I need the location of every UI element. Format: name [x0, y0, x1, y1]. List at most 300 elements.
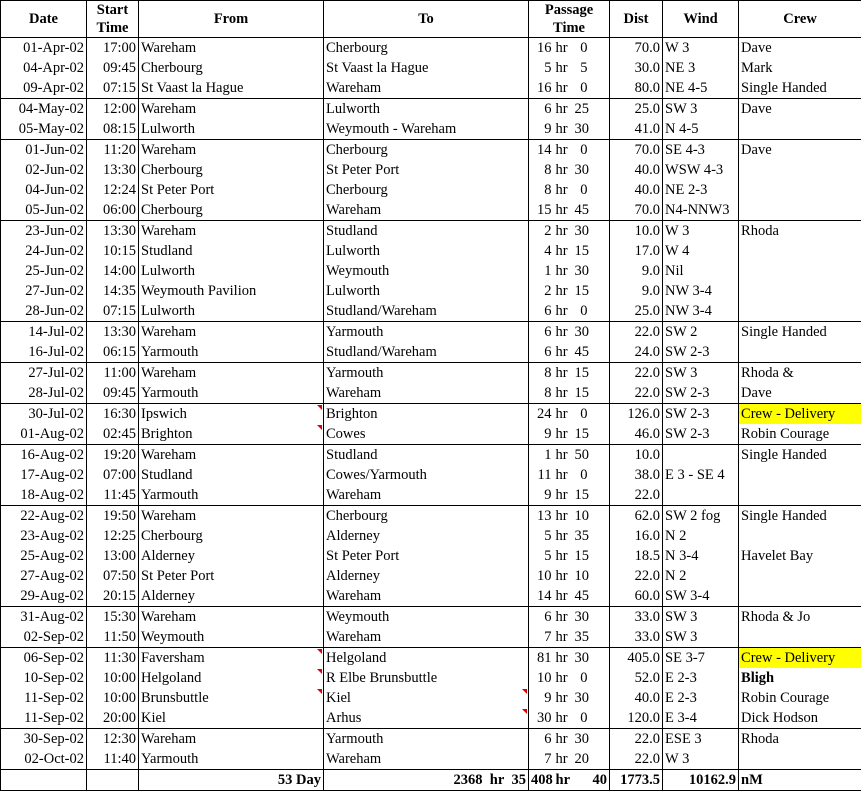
crew-cell[interactable]: Crew - Delivery — [739, 404, 861, 425]
passage-minutes-cell[interactable]: 30 — [574, 121, 589, 137]
wind-cell[interactable]: N 2 — [663, 566, 739, 586]
passage-hours-cell[interactable]: 8 — [529, 363, 555, 384]
date-cell[interactable]: 30-Sep-02 — [1, 729, 87, 750]
passage-minutes-cell[interactable]: 25 — [573, 99, 590, 120]
wind-cell[interactable]: E 2-3 — [663, 668, 739, 688]
passage-minutes-cell[interactable]: 15 — [574, 426, 589, 442]
wind-cell[interactable]: SW 3 — [663, 607, 739, 628]
start-time-cell[interactable]: 14:00 — [87, 261, 139, 281]
wind-cell[interactable]: SW 2-3 — [663, 383, 739, 404]
start-time-cell[interactable]: 13:30 — [87, 160, 139, 180]
header-wind[interactable]: Wind — [663, 1, 739, 38]
distance-cell[interactable]: 17.0 — [610, 241, 663, 261]
passage-hours-cell[interactable]: 8 — [529, 383, 555, 404]
crew-cell[interactable] — [739, 465, 861, 485]
from-cell[interactable]: Wareham — [139, 363, 324, 384]
distance-cell[interactable]: 70.0 — [610, 38, 663, 59]
start-time-cell[interactable]: 08:15 — [87, 119, 139, 140]
start-time-cell[interactable]: 20:00 — [87, 708, 139, 729]
start-time-cell[interactable]: 20:15 — [87, 586, 139, 607]
crew-cell[interactable]: Dick Hodson — [739, 708, 861, 729]
passage-hours-cell[interactable]: 24 — [529, 404, 555, 425]
distance-cell[interactable]: 126.0 — [610, 404, 663, 425]
header-dist[interactable]: Dist — [610, 1, 663, 38]
crew-cell[interactable] — [739, 301, 861, 322]
from-cell[interactable]: Faversham — [139, 648, 324, 669]
distance-cell[interactable]: 62.0 — [610, 506, 663, 527]
header-date[interactable]: Date — [1, 1, 87, 38]
passage-minutes-cell[interactable]: 0 — [580, 710, 588, 726]
wind-cell[interactable] — [663, 445, 739, 466]
from-cell[interactable]: Cherbourg — [139, 526, 324, 546]
to-cell[interactable]: Yarmouth — [324, 729, 529, 750]
wind-cell[interactable]: SE 3-7 — [663, 648, 739, 669]
from-cell[interactable]: Wareham — [139, 729, 324, 750]
distance-cell[interactable]: 10.0 — [610, 445, 663, 466]
to-cell[interactable]: Wareham — [324, 200, 529, 221]
start-time-cell[interactable]: 14:35 — [87, 281, 139, 301]
crew-cell[interactable]: Rhoda & — [739, 363, 861, 384]
passage-hours-cell[interactable]: 16 — [529, 38, 555, 59]
wind-cell[interactable]: SW 2-3 — [663, 404, 739, 425]
passage-minutes-cell[interactable]: 30 — [574, 263, 589, 279]
wind-cell[interactable]: NE 3 — [663, 58, 739, 78]
to-cell[interactable]: Lulworth — [324, 99, 529, 120]
crew-cell[interactable] — [739, 749, 861, 770]
distance-cell[interactable]: 60.0 — [610, 586, 663, 607]
to-cell[interactable]: Wareham — [324, 627, 529, 648]
wind-cell[interactable]: N 4-5 — [663, 119, 739, 140]
from-cell[interactable]: Wareham — [139, 506, 324, 527]
crew-cell[interactable]: Single Handed — [739, 506, 861, 527]
date-cell[interactable]: 31-Aug-02 — [1, 607, 87, 628]
to-cell[interactable]: Weymouth — [324, 261, 529, 281]
passage-hours-cell[interactable]: 5 — [529, 58, 555, 78]
to-cell[interactable]: St Peter Port — [324, 160, 529, 180]
crew-cell[interactable] — [739, 586, 861, 607]
passage-minutes-cell[interactable]: 30 — [573, 221, 590, 242]
to-cell[interactable]: Cherbourg — [324, 180, 529, 200]
to-cell[interactable]: Lulworth — [324, 281, 529, 301]
date-cell[interactable]: 25-Aug-02 — [1, 546, 87, 566]
crew-cell[interactable]: Rhoda — [739, 729, 861, 750]
passage-minutes-cell[interactable]: 0 — [580, 182, 588, 198]
passage-minutes-cell[interactable]: 30 — [573, 322, 590, 343]
wind-cell[interactable]: E 2-3 — [663, 688, 739, 708]
distance-cell[interactable]: 70.0 — [610, 140, 663, 161]
start-time-cell[interactable]: 11:20 — [87, 140, 139, 161]
distance-cell[interactable]: 22.0 — [610, 383, 663, 404]
to-cell[interactable]: Studland/Wareham — [324, 301, 529, 322]
passage-hours-cell[interactable]: 6 — [529, 322, 555, 343]
wind-cell[interactable] — [663, 485, 739, 506]
from-cell[interactable]: Lulworth — [139, 119, 324, 140]
from-cell[interactable]: Wareham — [139, 38, 324, 59]
from-cell[interactable]: Cherbourg — [139, 160, 324, 180]
header-start-time[interactable] — [87, 1, 139, 38]
date-cell[interactable]: 02-Oct-02 — [1, 749, 87, 770]
crew-cell[interactable] — [739, 526, 861, 546]
start-time-cell[interactable]: 12:00 — [87, 99, 139, 120]
passage-hours-cell[interactable]: 14 — [529, 140, 555, 161]
to-cell[interactable]: St Vaast la Hague — [324, 58, 529, 78]
from-cell[interactable]: Helgoland — [139, 668, 324, 688]
to-cell[interactable]: Cherbourg — [324, 140, 529, 161]
wind-cell[interactable]: W 3 — [663, 749, 739, 770]
passage-hours-cell[interactable]: 6 — [529, 301, 555, 322]
to-cell[interactable]: Studland/Wareham — [324, 342, 529, 363]
from-cell[interactable]: Alderney — [139, 586, 324, 607]
start-time-cell[interactable]: 12:30 — [87, 729, 139, 750]
totals-days[interactable] — [139, 770, 324, 791]
passage-minutes-cell[interactable]: 0 — [573, 404, 590, 425]
crew-cell[interactable]: Robin Courage — [739, 688, 861, 708]
to-cell[interactable]: Alderney — [324, 566, 529, 586]
wind-cell[interactable]: NW 3-4 — [663, 281, 739, 301]
distance-cell[interactable]: 405.0 — [610, 648, 663, 669]
to-cell[interactable]: Helgoland — [324, 648, 529, 669]
start-time-cell[interactable]: 09:45 — [87, 383, 139, 404]
passage-minutes-cell[interactable]: 5 — [580, 60, 588, 76]
distance-cell[interactable]: 18.5 — [610, 546, 663, 566]
crew-cell[interactable]: Dave — [739, 140, 861, 161]
wind-cell[interactable]: SE 4-3 — [663, 140, 739, 161]
distance-cell[interactable]: 22.0 — [610, 729, 663, 750]
date-cell[interactable]: 04-Jun-02 — [1, 180, 87, 200]
to-cell[interactable]: Wareham — [324, 586, 529, 607]
from-cell[interactable]: Wareham — [139, 607, 324, 628]
wind-cell[interactable]: SW 3 — [663, 363, 739, 384]
passage-hours-cell[interactable]: 4 — [529, 241, 555, 261]
distance-cell[interactable]: 9.0 — [610, 261, 663, 281]
header-passage-time[interactable] — [529, 1, 610, 38]
passage-minutes-cell[interactable]: 0 — [580, 80, 588, 96]
distance-cell[interactable]: 22.0 — [610, 322, 663, 343]
start-time-cell[interactable]: 09:45 — [87, 58, 139, 78]
header-crew[interactable]: Crew — [739, 1, 861, 38]
crew-cell[interactable]: Bligh — [739, 668, 861, 688]
passage-minutes-cell[interactable]: 35 — [574, 528, 589, 544]
distance-cell[interactable]: 9.0 — [610, 281, 663, 301]
distance-cell[interactable]: 80.0 — [610, 78, 663, 99]
wind-cell[interactable]: NE 2-3 — [663, 180, 739, 200]
passage-hours-cell[interactable]: 6 — [529, 99, 555, 120]
passage-hours-cell[interactable]: 15 — [529, 200, 555, 221]
passage-minutes-cell[interactable]: 15 — [574, 243, 589, 259]
start-time-cell[interactable]: 17:00 — [87, 38, 139, 59]
wind-cell[interactable]: SW 2-3 — [663, 342, 739, 363]
start-time-cell[interactable]: 06:00 — [87, 200, 139, 221]
from-cell[interactable]: Lulworth — [139, 301, 324, 322]
start-time-cell[interactable]: 07:00 — [87, 465, 139, 485]
passage-minutes-cell[interactable]: 15 — [574, 283, 589, 299]
date-cell[interactable]: 23-Aug-02 — [1, 526, 87, 546]
start-time-cell[interactable]: 13:30 — [87, 322, 139, 343]
from-cell[interactable]: Brighton — [139, 424, 324, 445]
totals-passage-minutes[interactable]: 40 — [573, 770, 610, 791]
passage-minutes-cell[interactable]: 35 — [574, 629, 589, 645]
distance-cell[interactable]: 24.0 — [610, 342, 663, 363]
passage-hours-cell[interactable]: 13 — [529, 506, 555, 527]
from-cell[interactable]: Wareham — [139, 445, 324, 466]
to-cell[interactable]: Cowes — [324, 424, 529, 445]
wind-cell[interactable]: E 3 - SE 4 — [663, 465, 739, 485]
start-time-cell[interactable]: 13:00 — [87, 546, 139, 566]
wind-cell[interactable]: E 3-4 — [663, 708, 739, 729]
passage-hours-cell[interactable]: 6 — [529, 607, 555, 628]
distance-cell[interactable]: 22.0 — [610, 363, 663, 384]
totals-distance[interactable]: 1773.5 — [610, 770, 663, 791]
to-cell[interactable]: Wareham — [324, 383, 529, 404]
crew-cell[interactable]: Single Handed — [739, 78, 861, 99]
from-cell[interactable]: Weymouth Pavilion — [139, 281, 324, 301]
crew-cell[interactable] — [739, 200, 861, 221]
distance-cell[interactable]: 120.0 — [610, 708, 663, 729]
crew-cell[interactable] — [739, 342, 861, 363]
crew-cell[interactable]: Mark — [739, 58, 861, 78]
crew-cell[interactable]: Rhoda & Jo — [739, 607, 861, 628]
wind-cell[interactable]: N4-NNW3 — [663, 200, 739, 221]
start-time-cell[interactable]: 16:30 — [87, 404, 139, 425]
wind-cell[interactable]: SW 3 — [663, 627, 739, 648]
passage-minutes-cell[interactable]: 0 — [580, 670, 588, 686]
distance-cell[interactable]: 40.0 — [610, 160, 663, 180]
passage-minutes-cell[interactable]: 10 — [574, 568, 589, 584]
passage-hours-cell[interactable]: 11 — [529, 465, 555, 485]
to-cell[interactable]: Brighton — [324, 404, 529, 425]
wind-cell[interactable]: SW 3 — [663, 99, 739, 120]
distance-cell[interactable]: 38.0 — [610, 465, 663, 485]
to-cell[interactable]: Wareham — [324, 78, 529, 99]
distance-cell[interactable]: 41.0 — [610, 119, 663, 140]
totals-hours[interactable] — [324, 770, 529, 791]
passage-hours-cell[interactable]: 9 — [529, 485, 555, 506]
crew-cell[interactable]: Dave — [739, 383, 861, 404]
start-time-cell[interactable]: 11:30 — [87, 648, 139, 669]
crew-cell[interactable]: Robin Courage — [739, 424, 861, 445]
passage-hours-cell[interactable]: 10 — [529, 668, 555, 688]
to-cell[interactable]: Lulworth — [324, 241, 529, 261]
passage-hours-cell[interactable]: 2 — [529, 281, 555, 301]
start-time-cell[interactable]: 11:50 — [87, 627, 139, 648]
to-cell[interactable]: Wareham — [324, 485, 529, 506]
passage-minutes-cell[interactable]: 0 — [580, 40, 588, 56]
wind-cell[interactable]: ESE 3 — [663, 729, 739, 750]
date-cell[interactable]: 27-Aug-02 — [1, 566, 87, 586]
start-time-cell[interactable]: 07:15 — [87, 78, 139, 99]
to-cell[interactable]: R Elbe Brunsbuttle — [324, 668, 529, 688]
start-time-cell[interactable]: 19:50 — [87, 506, 139, 527]
passage-hours-cell[interactable]: 7 — [529, 749, 555, 770]
passage-minutes-cell[interactable]: 10 — [573, 506, 590, 527]
to-cell[interactable]: Kiel — [324, 688, 529, 708]
to-cell[interactable]: Studland — [324, 445, 529, 466]
distance-cell[interactable]: 22.0 — [610, 485, 663, 506]
crew-cell[interactable]: Single Handed — [739, 322, 861, 343]
passage-hours-cell[interactable]: 16 — [529, 78, 555, 99]
to-cell[interactable]: Wareham — [324, 749, 529, 770]
start-time-cell[interactable]: 13:30 — [87, 221, 139, 242]
crew-cell[interactable] — [739, 119, 861, 140]
from-cell[interactable]: Lulworth — [139, 261, 324, 281]
crew-cell[interactable] — [739, 485, 861, 506]
passage-minutes-cell[interactable]: 15 — [574, 548, 589, 564]
to-cell[interactable]: Cherbourg — [324, 506, 529, 527]
from-cell[interactable]: Yarmouth — [139, 383, 324, 404]
start-time-cell[interactable]: 11:40 — [87, 749, 139, 770]
crew-cell[interactable]: Havelet Bay — [739, 546, 861, 566]
crew-cell[interactable]: Dave — [739, 38, 861, 59]
to-cell[interactable]: Yarmouth — [324, 363, 529, 384]
passage-hours-cell[interactable]: 5 — [529, 526, 555, 546]
passage-hours-cell[interactable]: 7 — [529, 627, 555, 648]
date-cell[interactable]: 16-Jul-02 — [1, 342, 87, 363]
distance-cell[interactable]: 40.0 — [610, 688, 663, 708]
from-cell[interactable]: St Vaast la Hague — [139, 78, 324, 99]
passage-minutes-cell[interactable]: 30 — [573, 648, 590, 669]
date-cell[interactable]: 14-Jul-02 — [1, 322, 87, 343]
date-cell[interactable]: 05-May-02 — [1, 119, 87, 140]
date-cell[interactable]: 05-Jun-02 — [1, 200, 87, 221]
from-cell[interactable]: Cherbourg — [139, 200, 324, 221]
date-cell[interactable]: 11-Sep-02 — [1, 708, 87, 729]
start-time-cell[interactable]: 11:45 — [87, 485, 139, 506]
totals-grand-distance[interactable]: 10162.9 — [663, 770, 739, 791]
date-cell[interactable]: 01-Jun-02 — [1, 140, 87, 161]
date-cell[interactable]: 30-Jul-02 — [1, 404, 87, 425]
from-cell[interactable]: Studland — [139, 241, 324, 261]
start-time-cell[interactable]: 10:00 — [87, 668, 139, 688]
passage-minutes-cell[interactable]: 50 — [573, 445, 590, 466]
crew-cell[interactable] — [739, 160, 861, 180]
start-time-cell[interactable]: 07:15 — [87, 301, 139, 322]
distance-cell[interactable]: 40.0 — [610, 180, 663, 200]
to-cell[interactable]: Cherbourg — [324, 38, 529, 59]
from-cell[interactable]: St Peter Port — [139, 180, 324, 200]
crew-cell[interactable]: Dave — [739, 99, 861, 120]
passage-hours-cell[interactable]: 8 — [529, 160, 555, 180]
passage-hours-cell[interactable]: 6 — [529, 342, 555, 363]
start-time-cell[interactable]: 10:00 — [87, 688, 139, 708]
from-cell[interactable]: St Peter Port — [139, 566, 324, 586]
distance-cell[interactable]: 22.0 — [610, 749, 663, 770]
distance-cell[interactable]: 46.0 — [610, 424, 663, 445]
crew-cell[interactable]: Rhoda — [739, 221, 861, 242]
distance-cell[interactable]: 25.0 — [610, 99, 663, 120]
passage-hours-cell[interactable]: 5 — [529, 546, 555, 566]
date-cell[interactable]: 06-Sep-02 — [1, 648, 87, 669]
passage-hours-cell[interactable]: 10 — [529, 566, 555, 586]
date-cell[interactable]: 04-May-02 — [1, 99, 87, 120]
passage-minutes-cell[interactable]: 15 — [574, 385, 589, 401]
wind-cell[interactable]: SW 2 fog — [663, 506, 739, 527]
to-cell[interactable]: Arhus — [324, 708, 529, 729]
date-cell[interactable]: 25-Jun-02 — [1, 261, 87, 281]
wind-cell[interactable]: N 3-4 — [663, 546, 739, 566]
crew-cell[interactable] — [739, 627, 861, 648]
date-cell[interactable]: 04-Apr-02 — [1, 58, 87, 78]
distance-cell[interactable]: 25.0 — [610, 301, 663, 322]
from-cell[interactable]: Brunsbuttle — [139, 688, 324, 708]
distance-cell[interactable]: 22.0 — [610, 566, 663, 586]
to-cell[interactable]: St Peter Port — [324, 546, 529, 566]
crew-cell[interactable]: Single Handed — [739, 445, 861, 466]
crew-cell[interactable] — [739, 566, 861, 586]
from-cell[interactable]: Yarmouth — [139, 749, 324, 770]
passage-minutes-cell[interactable]: 45 — [574, 344, 589, 360]
passage-minutes-cell[interactable]: 0 — [580, 467, 588, 483]
wind-cell[interactable]: W 3 — [663, 221, 739, 242]
start-time-cell[interactable]: 12:25 — [87, 526, 139, 546]
to-cell[interactable]: Studland — [324, 221, 529, 242]
date-cell[interactable]: 10-Sep-02 — [1, 668, 87, 688]
from-cell[interactable]: Alderney — [139, 546, 324, 566]
passage-minutes-cell[interactable]: 30 — [574, 690, 589, 706]
start-time-cell[interactable]: 11:00 — [87, 363, 139, 384]
date-cell[interactable]: 18-Aug-02 — [1, 485, 87, 506]
passage-minutes-cell[interactable]: 20 — [574, 751, 589, 767]
passage-hours-cell[interactable]: 6 — [529, 729, 555, 750]
wind-cell[interactable]: SW 2 — [663, 322, 739, 343]
date-cell[interactable]: 24-Jun-02 — [1, 241, 87, 261]
distance-cell[interactable]: 70.0 — [610, 200, 663, 221]
wind-cell[interactable]: N 2 — [663, 526, 739, 546]
date-cell[interactable]: 29-Aug-02 — [1, 586, 87, 607]
date-cell[interactable]: 09-Apr-02 — [1, 78, 87, 99]
from-cell[interactable]: Wareham — [139, 221, 324, 242]
to-cell[interactable]: Cowes/Yarmouth — [324, 465, 529, 485]
from-cell[interactable]: Wareham — [139, 140, 324, 161]
passage-minutes-cell[interactable]: 30 — [573, 729, 590, 750]
passage-hours-cell[interactable]: 30 — [529, 708, 555, 729]
start-time-cell[interactable]: 15:30 — [87, 607, 139, 628]
from-cell[interactable]: Wareham — [139, 99, 324, 120]
distance-cell[interactable]: 52.0 — [610, 668, 663, 688]
passage-hours-cell[interactable]: 14 — [529, 586, 555, 607]
passage-minutes-cell[interactable]: 0 — [573, 140, 590, 161]
passage-minutes-cell[interactable]: 45 — [574, 202, 589, 218]
date-cell[interactable]: 28-Jun-02 — [1, 301, 87, 322]
from-cell[interactable]: Cherbourg — [139, 58, 324, 78]
date-cell[interactable]: 02-Jun-02 — [1, 160, 87, 180]
totals-passage-hours[interactable]: 408 — [529, 770, 555, 791]
header-to[interactable]: To — [324, 1, 529, 38]
wind-cell[interactable]: NE 4-5 — [663, 78, 739, 99]
passage-minutes-cell[interactable]: 30 — [573, 607, 590, 628]
date-cell[interactable]: 23-Jun-02 — [1, 221, 87, 242]
crew-cell[interactable] — [739, 180, 861, 200]
distance-cell[interactable]: 33.0 — [610, 627, 663, 648]
wind-cell[interactable]: SW 3-4 — [663, 586, 739, 607]
passage-hours-cell[interactable]: 2 — [529, 221, 555, 242]
start-time-cell[interactable]: 12:24 — [87, 180, 139, 200]
passage-minutes-cell[interactable]: 30 — [574, 162, 589, 178]
date-cell[interactable]: 28-Jul-02 — [1, 383, 87, 404]
start-time-cell[interactable]: 06:15 — [87, 342, 139, 363]
from-cell[interactable]: Studland — [139, 465, 324, 485]
to-cell[interactable]: Alderney — [324, 526, 529, 546]
wind-cell[interactable]: W 3 — [663, 38, 739, 59]
distance-cell[interactable]: 30.0 — [610, 58, 663, 78]
date-cell[interactable]: 27-Jul-02 — [1, 363, 87, 384]
from-cell[interactable]: Ipswich — [139, 404, 324, 425]
date-cell[interactable]: 01-Apr-02 — [1, 38, 87, 59]
start-time-cell[interactable]: 07:50 — [87, 566, 139, 586]
passage-minutes-cell[interactable]: 0 — [580, 303, 588, 319]
distance-cell[interactable]: 33.0 — [610, 607, 663, 628]
date-cell[interactable]: 02-Sep-02 — [1, 627, 87, 648]
date-cell[interactable]: 11-Sep-02 — [1, 688, 87, 708]
